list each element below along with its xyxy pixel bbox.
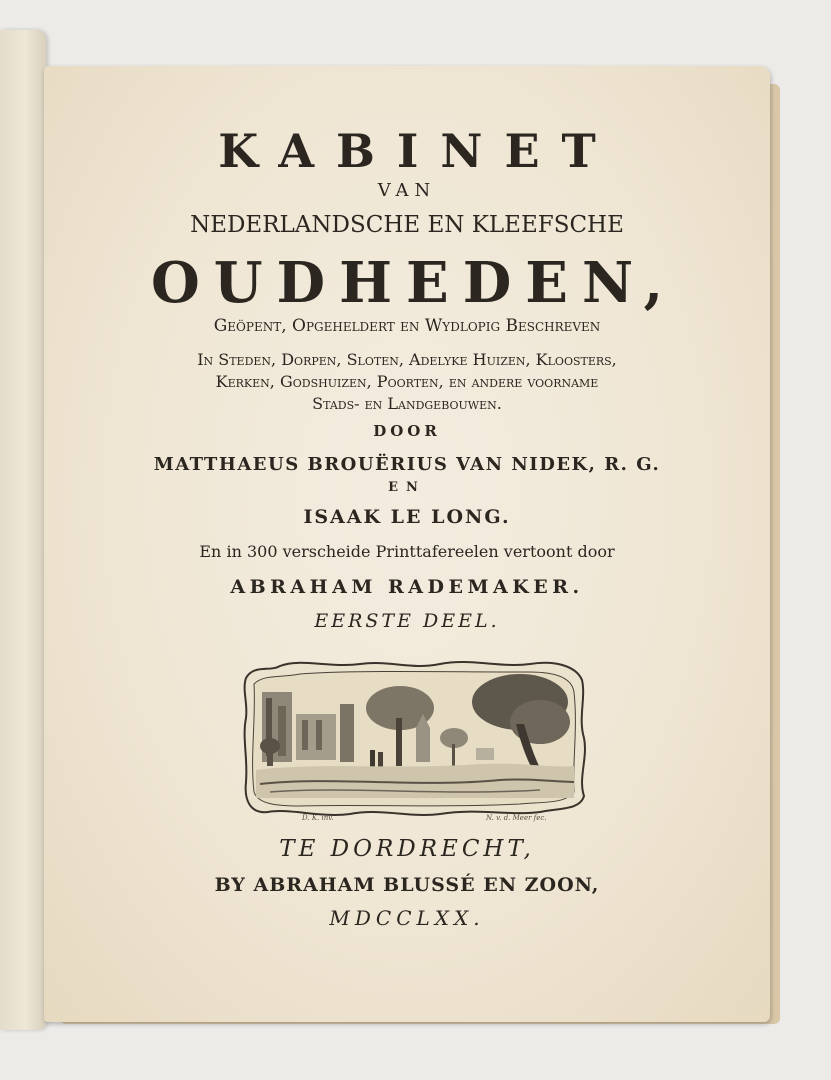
en-label: EN (388, 480, 426, 495)
vignette-caption-left: D. K. inv. (302, 814, 334, 822)
engraved-vignette (240, 658, 588, 818)
imprint-place: TE DORDRECHT, (279, 836, 535, 862)
title-oudheden: OUDHEDEN, (150, 250, 678, 316)
description-line-3: Stads- en Landgebouwen. (312, 394, 502, 413)
printed-line: En in 300 verscheide Printtafereelen vertoont door (199, 542, 615, 561)
author-1: MATTHAEUS BROUËRIUS VAN NIDEK, R. G. (153, 454, 661, 475)
title-page (44, 66, 770, 1022)
vignette-caption-right: N. v. d. Meer fec. (486, 814, 547, 822)
door-label: DOOR (373, 422, 441, 440)
volume-label: EERSTE DEEL. (314, 610, 500, 632)
left-page-edge (0, 30, 46, 1030)
description-line-2: Kerken, Godshuizen, Poorten, en andere voorname (215, 372, 599, 391)
author-2: ISAAK LE LONG. (303, 506, 511, 528)
title-van: VAN (377, 180, 437, 201)
title-kabinet: KABINET (218, 124, 618, 178)
subtitle-line: NEDERLANDSCHE EN KLEEFSCHE (190, 212, 624, 238)
illustrator: ABRAHAM RADEMAKER. (230, 576, 584, 598)
imprint-year: MDCCLXX. (329, 906, 485, 930)
opened-line: Geöpent, Opgeheldert en Wydlopig Beschreven (213, 316, 601, 336)
description-line-1: In Steden, Dorpen, Sloten, Adelyke Huizen, Kloosters, (197, 350, 617, 369)
imprint-publisher: BY ABRAHAM BLUSSÉ EN ZOON, (214, 874, 600, 896)
